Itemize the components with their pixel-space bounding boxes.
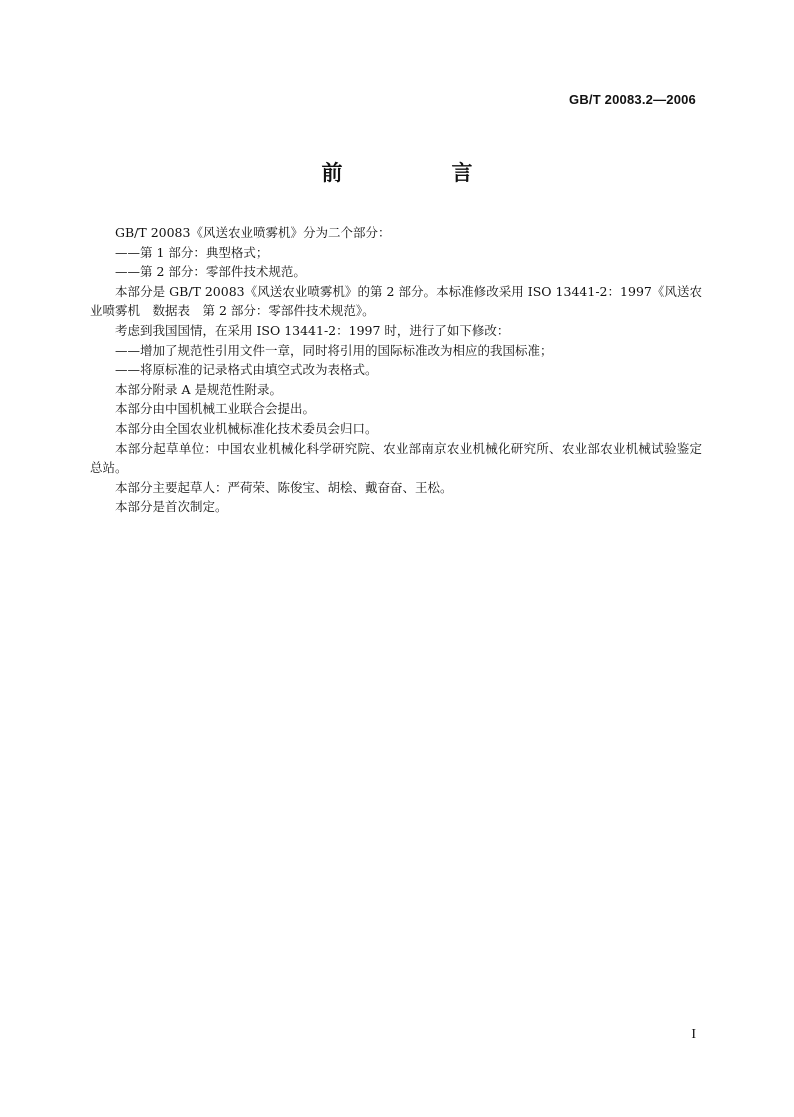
standard-code: GB/T 20083.2—2006 bbox=[569, 92, 696, 107]
paragraph-modification-2: ——将原标准的记录格式由填空式改为表格式。 bbox=[115, 362, 378, 378]
paragraph-annex: 本部分附录 A 是规范性附录。 bbox=[115, 381, 282, 397]
paragraph-drafters: 本部分主要起草人：严荷荣、陈俊宝、胡桧、戴奋奋、王松。 bbox=[115, 479, 453, 495]
page-title: 前 言 bbox=[321, 161, 517, 185]
paragraph-first-edition: 本部分是首次制定。 bbox=[115, 499, 228, 515]
paragraph-part-2: ——第 2 部分：零部件技术规范。 bbox=[115, 264, 306, 280]
paragraph-modifications-intro: 考虑到我国国情，在采用 ISO 13441-2：1997 时，进行了如下修改： bbox=[115, 322, 510, 338]
page-number: I bbox=[691, 1027, 696, 1042]
paragraph-adoption: 本部分是 GB/T 20083《风送农业喷雾机》的第 2 部分。本标准修改采用 ISO 13441-2：1997《风送农业喷雾机 数据表 第 2 部分：零部件技术规范》。 bbox=[90, 283, 702, 319]
paragraph-part-1: ——第 1 部分：典型格式； bbox=[115, 244, 269, 260]
paragraph-committee: 本部分由全国农业机械标准化技术委员会归口。 bbox=[115, 420, 378, 436]
paragraph-drafting-units: 本部分起草单位：中国农业机械化科学研究院、农业部南京农业机械化研究所、农业部农业机械试验鉴定总站。 bbox=[90, 440, 702, 476]
paragraph-modification-1: ——增加了规范性引用文件一章，同时将引用的国际标准改为相应的我国标准； bbox=[115, 342, 553, 358]
paragraph-proposer: 本部分由中国机械工业联合会提出。 bbox=[115, 401, 316, 417]
foreword-body bbox=[90, 223, 702, 517]
paragraph-parts-intro: GB/T 20083《风送农业喷雾机》分为二个部分： bbox=[115, 225, 391, 240]
